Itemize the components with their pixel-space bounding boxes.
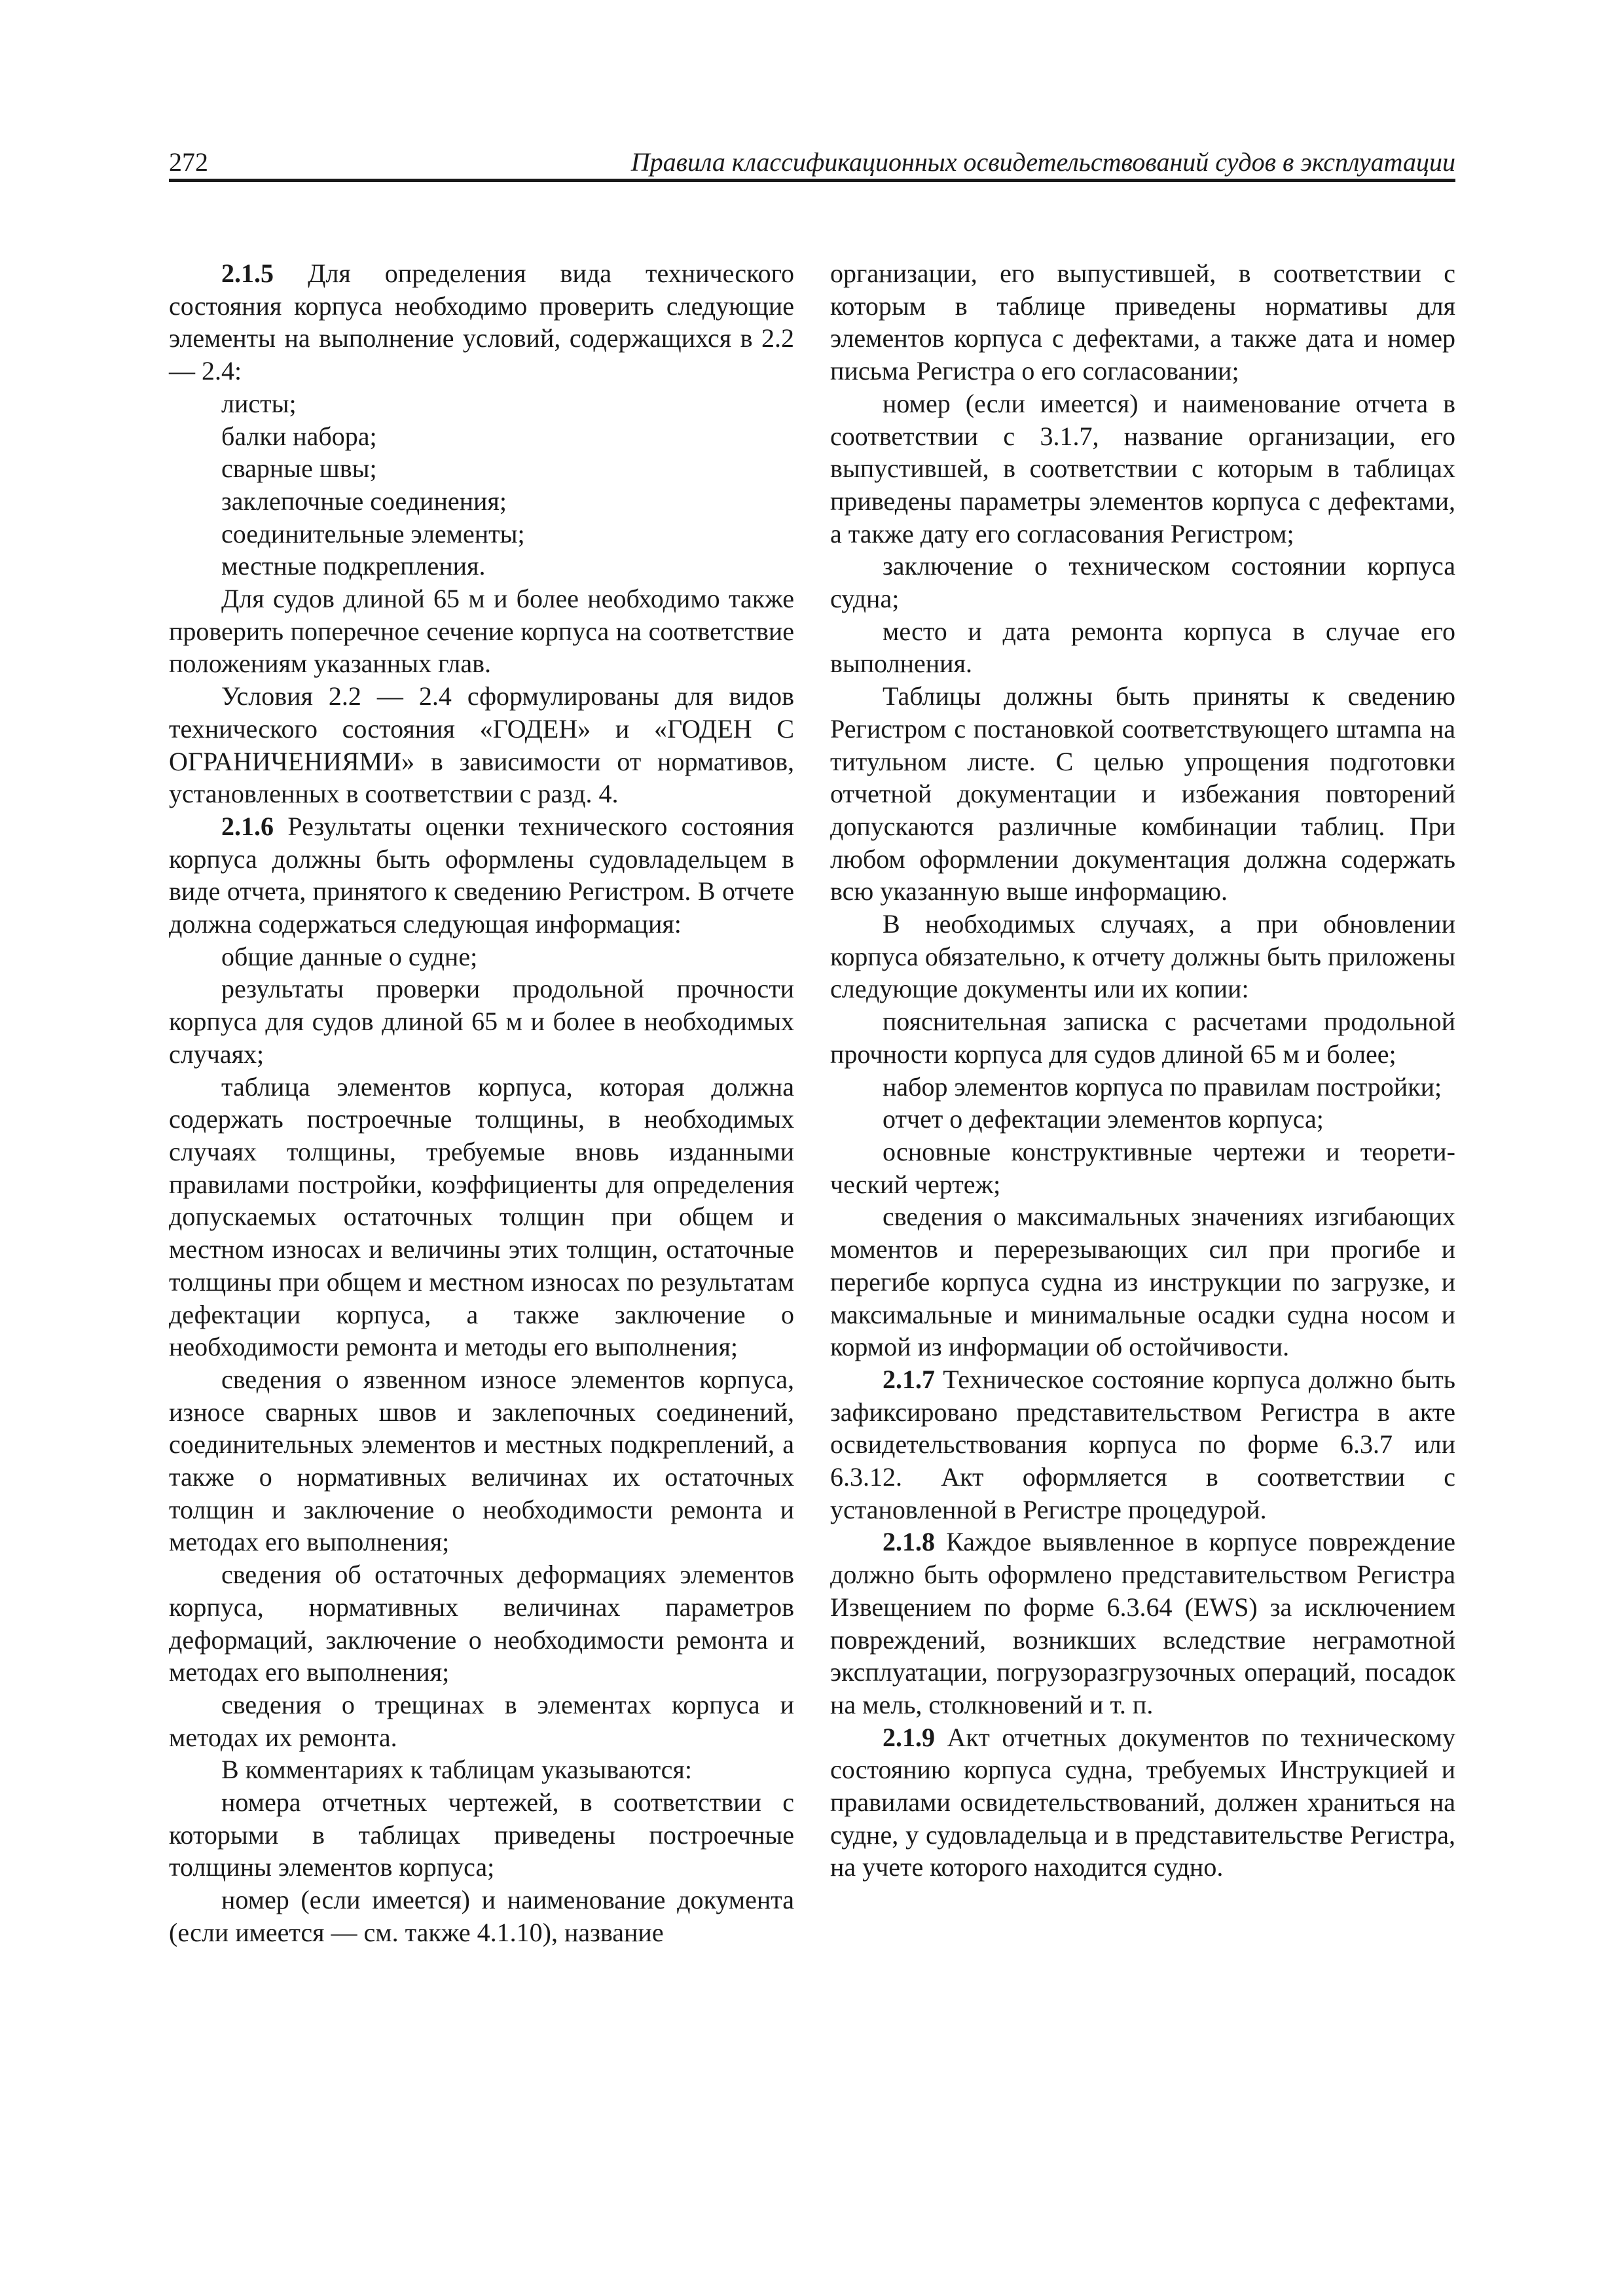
paragraph xyxy=(830,1103,1455,1136)
paragraph-text: сведения об остаточных деформациях элементов корпуса, нормативных величинах параметров деформаций, заключение о необходимости ремонта и методах его выполнения; xyxy=(169,1560,794,1687)
paragraph-text: заключение о техническом состоянии корпуса судна; xyxy=(830,551,1455,614)
paragraph xyxy=(830,680,1455,908)
paragraph xyxy=(169,257,794,387)
page-number: 272 xyxy=(169,147,208,177)
paragraph xyxy=(169,1884,794,1948)
paragraph xyxy=(169,550,794,583)
right-column xyxy=(830,257,1455,1884)
paragraph-text: сведения о максимальных значениях изгибающих моментов и перерезывающих сил при прогибе и перегибе корпуса судна из инструкции по загрузке, и максимальные и минимальные осадки судна носом и кормой из информации об остойчивости. xyxy=(830,1202,1455,1362)
paragraph xyxy=(169,583,794,680)
paragraph xyxy=(169,680,794,810)
paragraph-text: номер (если имеется) и наименование отчета в соответствии с 3.1.7, название организации, его выпустившей, в соответствии с которым в таблицах приведены параметры элементов корпуса с дефектами, а также дату его согласования Регистром; xyxy=(830,388,1455,548)
paragraph-text: В необходимых случаях, а при обновлении корпуса обязательно, к отчету должны быть приложены следующие документы или их копии: xyxy=(830,909,1455,1004)
paragraph-text: соединительные элементы; xyxy=(221,518,525,548)
paragraph-text: Условия 2.2 — 2.4 сформулированы для видов технического состояния «ГОДЕН» и «ГОДЕН С ОГРАНИЧЕНИЯМИ» в зависимости от нормативов, установленных в соответствии с разд. 4. xyxy=(169,681,794,809)
paragraph-text: сварные швы; xyxy=(221,454,377,484)
paragraph-text: общие данные о судне; xyxy=(221,941,478,971)
paragraph-text: организации, его выпустившей, в соответствии с которым в таблице приведены нормативы для элементов корпуса с дефектами, а также дата и номер письма Регистра о его согласовании; xyxy=(830,259,1455,386)
paragraph-text: основные конструктивные чертежи и теоретический чертеж; xyxy=(830,1136,1455,1199)
paragraph xyxy=(169,420,794,453)
paragraph xyxy=(830,908,1455,1005)
paragraph xyxy=(169,941,794,973)
paragraph-text: таблица элементов корпуса, которая должна содержать построечные толщины, в необходимых случаях толщины, требуемые вновь изданными правилами постройки, коэффициенты для определения допускаемых остаточных толщин при общем и местном износах и величины этих толщин, остаточные толщины при общем и местном износах по результатам дефектации корпуса, а также заключение о необходимости ремонта и методы его выполнения; xyxy=(169,1071,794,1362)
paragraph-text: Акт отчетных документов по техническому состоянию корпуса судна, требуемых Инструкцией и правилами освидетельствований, должен храниться на судне, у судовладельца и в представительстве Регистра, на учете которого находится судно. xyxy=(830,1722,1455,1882)
paragraph-text: пояснительная записка с расчетами продольной прочности корпуса для судов длиной 65 м и более; xyxy=(830,1007,1455,1069)
paragraph-text: Техническое состояние корпуса должно быть зафиксировано представительством Регистра в акте освидетельствования корпуса по форме 6.3.7 или 6.3.12. Акт оформляется в соответствии с установленной в Регистре процедурой. xyxy=(830,1364,1455,1524)
paragraph xyxy=(830,1136,1455,1200)
paragraph xyxy=(830,1071,1455,1103)
paragraph xyxy=(169,810,794,941)
paragraph-text: Каждое выявленное в корпусе повреждение должно быть оформлено представительством Регистра Извещением по форме 6.3.64 (EWS) за исключением повреждений, возникших вследствие неграмотной эксплуатации, погрузоразгрузочных операций, посадок на мель, столкновений и т. п. xyxy=(830,1527,1455,1719)
paragraph xyxy=(169,1558,794,1689)
paragraph xyxy=(830,257,1455,387)
paragraph-text: место и дата ремонта корпуса в случае его выполнения. xyxy=(830,616,1455,679)
paragraph xyxy=(169,1753,794,1786)
paragraph-text: В комментариях к таблицам указываются: xyxy=(221,1755,692,1785)
paragraph xyxy=(169,518,794,550)
paragraph xyxy=(830,1005,1455,1070)
paragraph-text: балки набора; xyxy=(221,421,377,451)
paragraph-text: Для определения вида технического состояния корпуса необходимо проверить следующие элементы на выполнение условий, содержащихся в 2.2 — 2.4: xyxy=(169,259,794,386)
paragraph-text: сведения о язвенном износе элементов корпуса, износе сварных швов и заклепочных соединений, соединительных элементов и местных подкреплений, а также о нормативных величинах их остаточных толщин и заключение о необходимости ремонта и методах его выполнения; xyxy=(169,1364,794,1557)
left-column xyxy=(169,257,794,1949)
paragraph-text: Таблицы должны быть приняты к сведению Регистром с постановкой соответствующего штампа на титульном листе. С целью упрощения подготовки отчетной документации и избежания повторений допускаются различные комбинации таблиц. При любом оформлении документация должна содержать всю указанную выше информацию. xyxy=(830,681,1455,906)
paragraph xyxy=(830,1721,1455,1884)
paragraph-text: сведения о трещинах в элементах корпуса и методах их ремонта. xyxy=(169,1689,794,1752)
header-rule xyxy=(169,179,1455,182)
section-number: 2.1.7 xyxy=(883,1364,935,1394)
paragraph-text: отчет о дефектации элементов корпуса; xyxy=(883,1104,1324,1134)
paragraph xyxy=(830,615,1455,680)
paragraph xyxy=(169,1363,794,1558)
paragraph-text: результаты проверки продольной прочности корпуса для судов длиной 65 м и более в необходимых случаях; xyxy=(169,974,794,1069)
section-number: 2.1.8 xyxy=(883,1527,935,1557)
paragraph xyxy=(169,973,794,1070)
paragraph-text: номера отчетных чертежей, в соответствии с которыми в таблицах приведены построечные толщины элементов корпуса; xyxy=(169,1787,794,1882)
paragraph xyxy=(830,1526,1455,1721)
paragraph xyxy=(169,387,794,420)
paragraph-text: местные подкрепления. xyxy=(221,551,486,581)
section-number: 2.1.9 xyxy=(883,1722,935,1752)
paragraph-text: заклепочные соединения; xyxy=(221,486,507,516)
paragraph xyxy=(169,1071,794,1363)
running-title: Правила классификационных освидетельствований судов в эксплуатации xyxy=(630,147,1455,177)
paragraph xyxy=(830,1200,1455,1363)
paragraph xyxy=(169,1689,794,1753)
paragraph xyxy=(830,387,1455,550)
paragraph xyxy=(169,1786,794,1884)
paragraph-text: листы; xyxy=(221,388,297,418)
paragraph-text: набор элементов корпуса по правилам постройки; xyxy=(883,1071,1442,1102)
paragraph xyxy=(169,452,794,485)
paragraph xyxy=(169,485,794,518)
section-number: 2.1.5 xyxy=(221,259,274,288)
page-header xyxy=(169,145,1455,182)
paragraph-text: Результаты оценки технического состояния корпуса должны быть оформлены судовладельцем в виде отчета, принятого к сведению Регистром. В отчете должна содержаться следующая информация: xyxy=(169,811,794,939)
paragraph-text: номер (если имеется) и наименование документа (если имеется — см. также 4.1.10), название xyxy=(169,1885,794,1947)
section-number: 2.1.6 xyxy=(221,811,274,841)
paragraph xyxy=(830,550,1455,615)
paragraph-text: Для судов длиной 65 м и более необходимо также проверить поперечное сечение корпуса на соответствие положениям указанных глав. xyxy=(169,584,794,679)
paragraph xyxy=(830,1363,1455,1526)
